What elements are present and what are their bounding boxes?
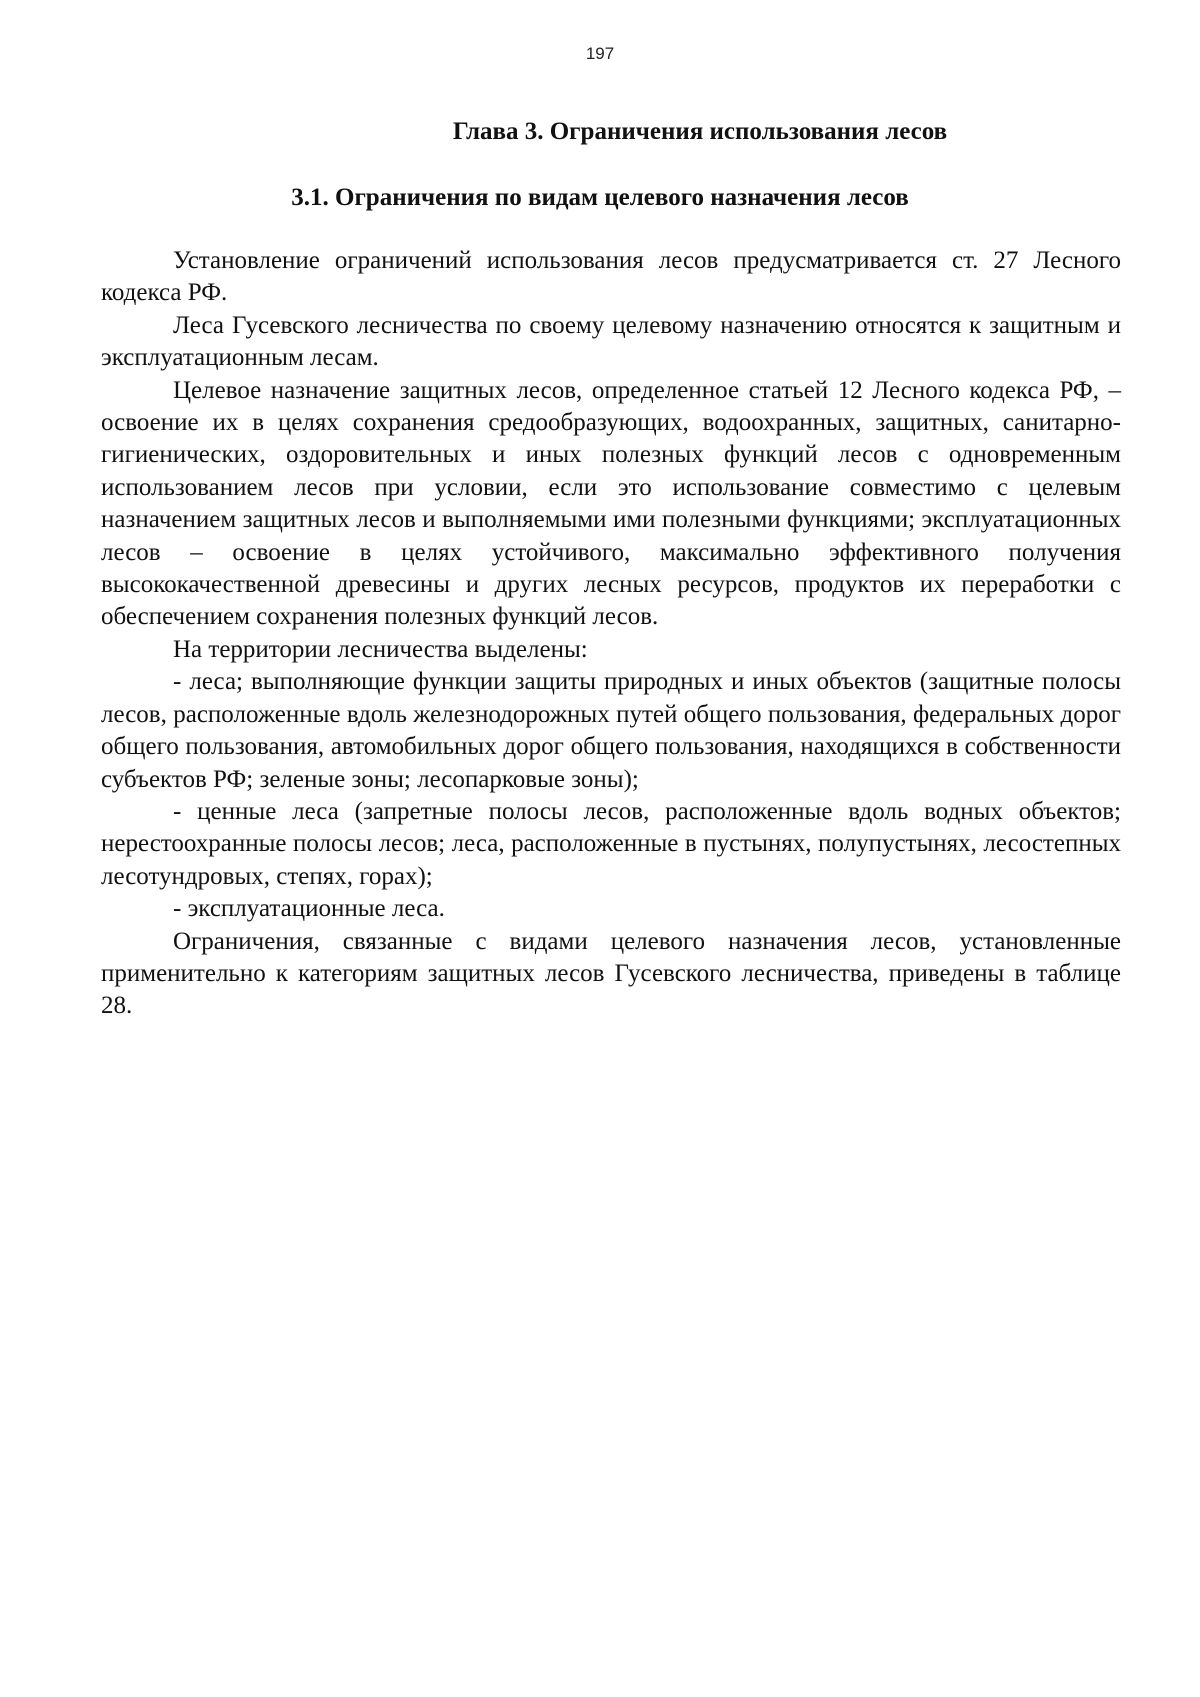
- chapter-title: Глава 3. Ограничения использования лесов: [452, 118, 948, 145]
- paragraph: Целевое назначение защитных лесов, определенное статьей 12 Лесного кодекса РФ, – освоение их в целях сохранения средообразующих, водоохранных, защитных, санитарно-гигиенических, оздоровительных и иных полезных функций лесов с одновременным использованием лесов при условии, если это использование совместимо с целевым назначением защитных лесов и выполняемыми ими полезными функциями; эксплуатационных лесов – освоение в целях устойчивого, максимально эффективного получения высококачественной древесины и других лесных ресурсов, продуктов их переработки с обеспечением сохранения полезных функций лесов.: [101, 376, 1121, 631]
- body-text: [101, 245, 1121, 1023]
- list-item: - ценные леса (запретные полосы лесов, расположенные вдоль водных объектов; нерестоохранные полосы лесов; леса, расположенные в пустынях, полупустынях, лесостепных лесотундровых, степях, горах);: [101, 797, 1121, 890]
- list-item: - леса; выполняющие функции защиты природных и иных объектов (защитные полосы лесов, расположенные вдоль железнодорожных путей общего пользования, федеральных дорог общего пользования, автомобильных дорог общего пользования, находящихся в собственности субъектов РФ; зеленые зоны; лесопарковые зоны);: [101, 668, 1121, 793]
- list-item: - эксплуатационные леса.: [173, 895, 445, 923]
- paragraph: Установление ограничений использования лесов предусматривается ст. 27 Лесного кодекса РФ.: [101, 247, 1121, 307]
- paragraph: На территории лесничества выделены:: [173, 635, 588, 663]
- section-title: 3.1. Ограничения по видам целевого назначения лесов: [291, 184, 909, 211]
- paragraph: Ограничения, связанные с видами целевого назначения лесов, установленные применительно к категориям защитных лесов Гусевского лесничества, приведены в таблице 28.: [101, 927, 1121, 1020]
- paragraph: Леса Гусевского лесничества по своему целевому назначению относятся к защитным и эксплуатационным лесам.: [101, 311, 1121, 372]
- page-number: 197: [585, 44, 615, 63]
